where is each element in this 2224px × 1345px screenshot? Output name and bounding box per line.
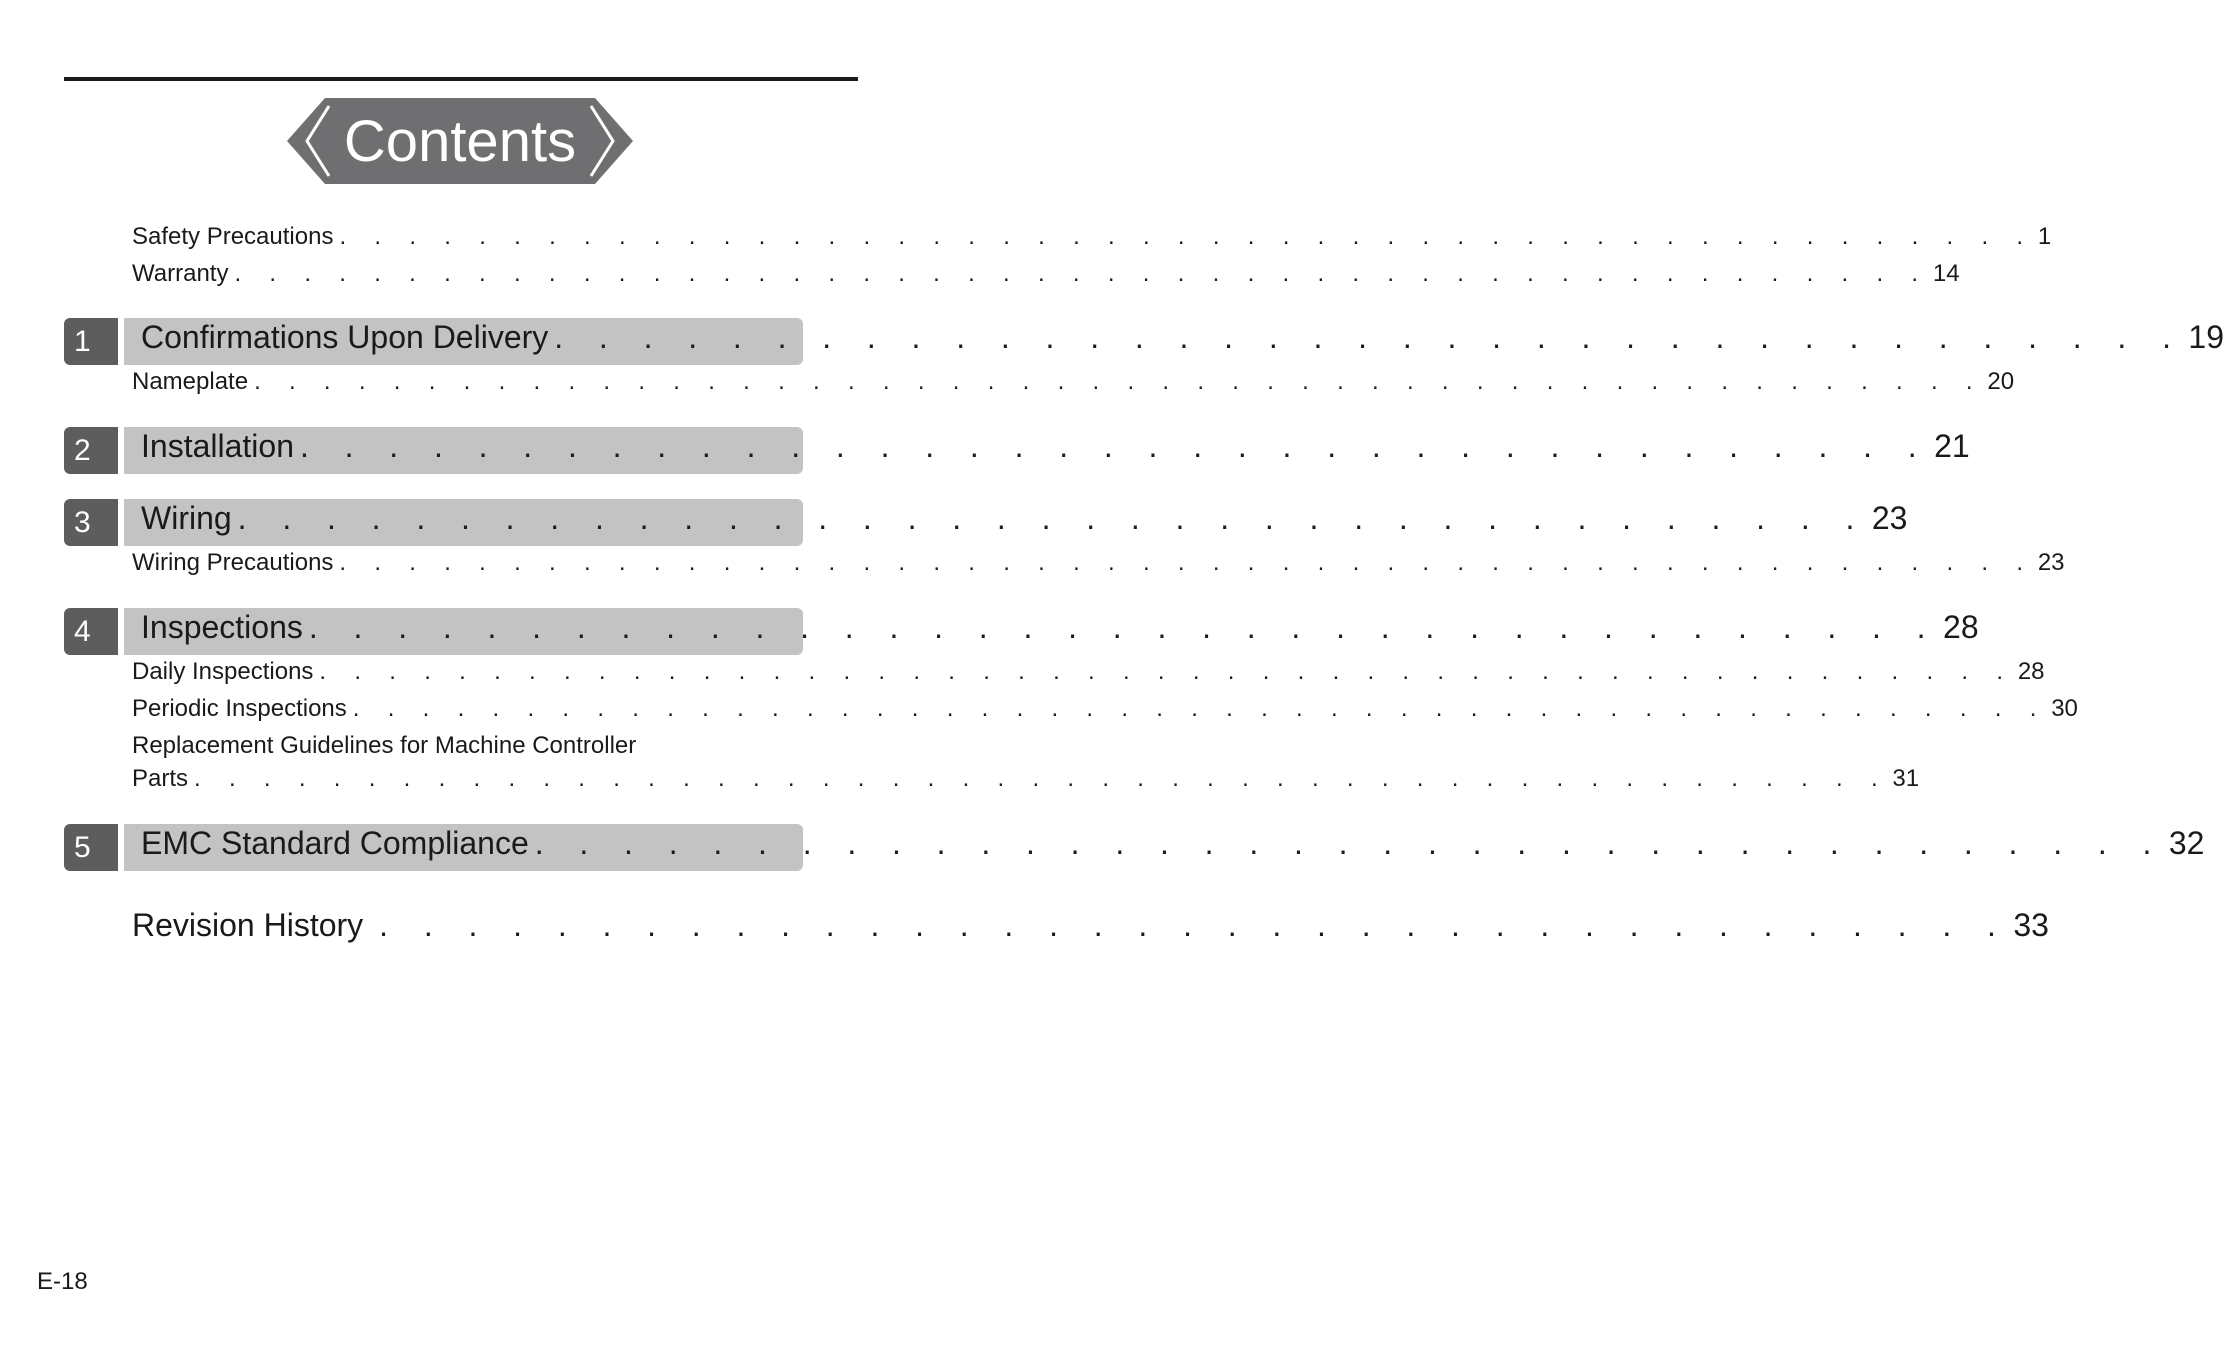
toc-entry-periodic-inspections[interactable] bbox=[132, 695, 2078, 727]
toc-entry-label: Warranty bbox=[132, 260, 229, 287]
leader-dots: . . . . . . . . . . . . . . . . . . . . . . . . . . . . . . . . . . . . . bbox=[299, 428, 1931, 464]
leader-dots: . . . . . . . . . . . . . . . . . . . . . . . . . . . . . . . . . . . . . . . . . . . . . . . . . bbox=[352, 695, 2048, 722]
chapter-number-badge: 2 bbox=[64, 427, 118, 474]
page-number: E-18 bbox=[37, 1268, 88, 1295]
toc-chapter-emc-standard-compliance[interactable] bbox=[141, 820, 2205, 867]
toc-entry-label: Wiring Precautions bbox=[132, 549, 334, 576]
chapter-number-badge: 3 bbox=[64, 499, 118, 546]
toc-entry-page: 33 bbox=[2013, 907, 2049, 943]
toc-entry-page: 23 bbox=[2037, 549, 2065, 576]
toc-entry-replacement-guidelines-line1[interactable]: Replacement Guidelines for Machine Controller bbox=[132, 732, 637, 759]
toc-entry-label: Revision History bbox=[132, 907, 364, 943]
toc-entry-nameplate[interactable] bbox=[132, 368, 2015, 400]
leader-dots: . . . . . . . . . . . . . . . . . . . . . . . . . . . . . . . . . . . . . bbox=[554, 319, 2185, 355]
toc-entry-page: 30 bbox=[2051, 695, 2078, 722]
toc-entry-label: Nameplate bbox=[132, 368, 249, 395]
top-rule bbox=[64, 77, 858, 81]
toc-entry-page: 1 bbox=[2037, 223, 2052, 250]
toc-entry-replacement-guidelines[interactable] bbox=[132, 765, 1920, 797]
toc-chapter-confirmations-upon-delivery[interactable] bbox=[141, 314, 2224, 361]
toc-entry-warranty[interactable] bbox=[132, 260, 1960, 292]
leader-dots: . . . . . . . . . . . . . . . . . . . . . . . . . . . . . . . . . . . . . . . . . . . . . . . . . bbox=[339, 223, 2034, 250]
chapter-title: Inspections bbox=[141, 609, 303, 645]
leader-dots: . . . . . . . . . . . . . . . . . . . . . . . . . . . . . . . . . . . . . . . . . . . . . . . . . bbox=[319, 658, 2014, 685]
toc-entry-label: Periodic Inspections bbox=[132, 695, 347, 722]
toc-chapter-inspections[interactable] bbox=[141, 604, 1979, 651]
toc-entry-label: Daily Inspections bbox=[132, 658, 314, 685]
chapter-title: Installation bbox=[141, 428, 294, 464]
toc-entry-page: 31 bbox=[1892, 765, 1920, 792]
chapter-page: 21 bbox=[1934, 428, 1970, 464]
chapter-page: 28 bbox=[1943, 609, 1979, 645]
toc-entry-page: 28 bbox=[2017, 658, 2045, 685]
toc-entry-page: 20 bbox=[1987, 368, 2015, 395]
chapter-page: 19 bbox=[2188, 319, 2224, 355]
chapter-title: Confirmations Upon Delivery bbox=[141, 319, 549, 355]
leader-dots: . . . . . . . . . . . . . . . . . . . . . . . . . . . . . . . . . . . . . bbox=[379, 907, 2010, 943]
chapter-number-badge: 4 bbox=[64, 608, 118, 655]
toc-chapter-installation[interactable] bbox=[141, 423, 1970, 470]
leader-dots: . . . . . . . . . . . . . . . . . . . . . . . . . . . . . . . . . . . . . . . . . . . . . . . . . bbox=[234, 260, 1929, 287]
chapter-page: 23 bbox=[1871, 500, 1908, 536]
chapter-title: EMC Standard Compliance bbox=[141, 825, 529, 861]
leader-dots: . . . . . . . . . . . . . . . . . . . . . . . . . . . . . . . . . . . . . bbox=[308, 609, 1940, 645]
leader-dots: . . . . . . . . . . . . . . . . . . . . . . . . . . . . . . . . . . . . . . . . . . . . . . . . . bbox=[194, 765, 1889, 792]
leader-dots: . . . . . . . . . . . . . . . . . . . . . . . . . . . . . . . . . . . . . bbox=[237, 500, 1868, 536]
page-title: Contents bbox=[343, 108, 577, 174]
toc-entry-wiring-precautions[interactable] bbox=[132, 549, 2065, 581]
chapter-number-badge: 5 bbox=[64, 824, 118, 871]
chapter-page: 32 bbox=[2168, 825, 2205, 861]
contents-banner bbox=[285, 96, 635, 186]
leader-dots: . . . . . . . . . . . . . . . . . . . . . . . . . . . . . . . . . . . . . bbox=[534, 825, 2165, 861]
toc-chapter-wiring[interactable] bbox=[141, 495, 1908, 542]
toc-entry-revision-history[interactable] bbox=[132, 907, 2049, 951]
toc-entry-daily-inspections[interactable] bbox=[132, 658, 2045, 690]
leader-dots: . . . . . . . . . . . . . . . . . . . . . . . . . . . . . . . . . . . . . . . . . . . . . . . . . bbox=[339, 549, 2034, 576]
toc-entry-page: 14 bbox=[1932, 260, 1960, 287]
toc-entry-label: Parts bbox=[132, 765, 189, 792]
toc-entry-label: Safety Precautions bbox=[132, 223, 334, 250]
chapter-number-badge: 1 bbox=[64, 318, 118, 365]
leader-dots: . . . . . . . . . . . . . . . . . . . . . . . . . . . . . . . . . . . . . . . . . . . . . . . . . . bbox=[254, 368, 1984, 395]
chapter-title: Wiring bbox=[141, 500, 232, 536]
toc-entry-safety-precautions[interactable] bbox=[132, 223, 2052, 255]
